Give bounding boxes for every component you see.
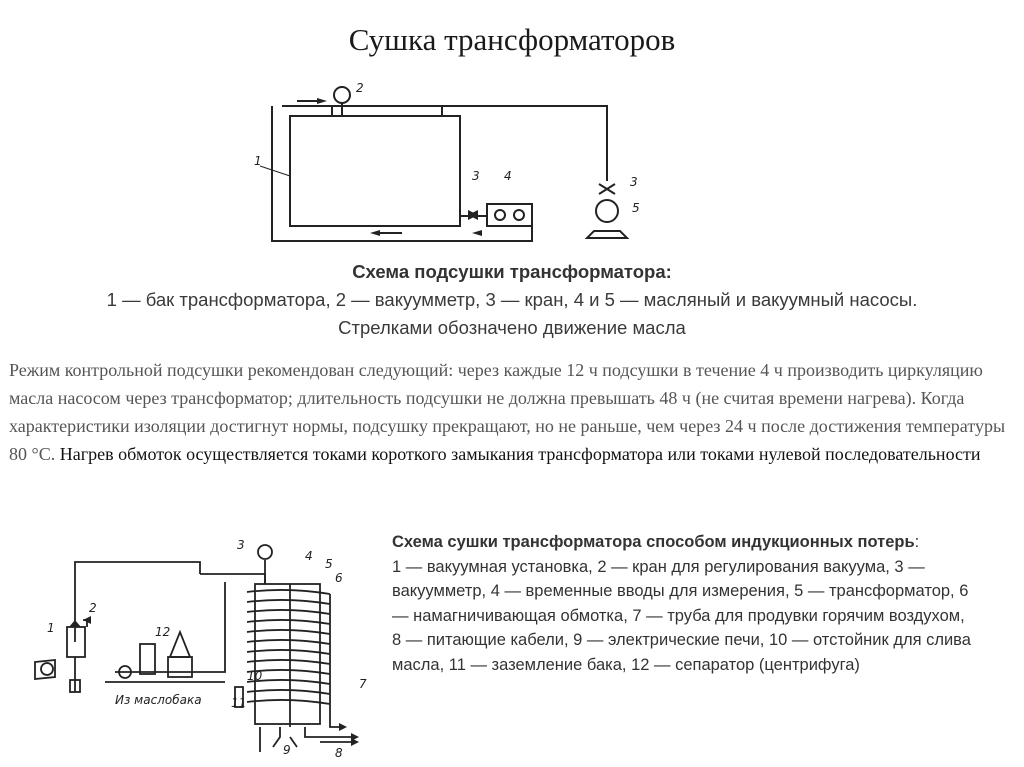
fig1-label-1: 1 <box>254 154 262 168</box>
fig2-pipe-label: Из маслобака <box>115 693 202 707</box>
fig2-label-10: 10 <box>247 669 263 683</box>
fig2-label-12: 12 <box>155 625 171 639</box>
fig1-label-3: 3 <box>472 169 480 183</box>
figure1-caption-line2: Стрелками обозначено движение масла <box>338 317 686 338</box>
fig1-label-3b: 3 <box>630 175 638 189</box>
fig1-label-2: 2 <box>356 81 364 95</box>
fig2-label-7: 7 <box>359 677 367 691</box>
figure1-caption-line1: 1 — бак трансформатора, 2 — вакуумметр, 3 — кран, 4 и 5 — масляный и вакуумный насосы. <box>106 289 918 310</box>
page-title: Сушка трансформаторов <box>348 22 676 57</box>
fig2-label-11: 11 <box>231 696 247 710</box>
fig1-label-4: 4 <box>504 169 512 183</box>
figure2-caption <box>392 530 977 677</box>
transformer-drying-diagram <box>232 76 662 251</box>
fig2-label-6: 6 <box>335 571 343 585</box>
fig2-label-9: 9 <box>283 743 291 757</box>
paragraph-part2: Нагрев обмоток осуществляется токами короткого замыкания трансформатора или токами нулевой последовательности <box>59 444 981 464</box>
figure1-caption <box>0 258 1024 342</box>
figure2-caption-body: 1 — вакуумная установка, 2 — кран для регулирования вакуума, 3 — вакуумметр, 4 — временные вводы для измерения, 5 — трансформатор, 6 — намагничивающая обмотка, 7 — труба для продувки горячим воздухом, 8 — питающие кабели, 9 — электрические печи, 10 — отстойник для слива масла, 11 — заземление бака, 12 — сепаратор (центрифуга) <box>392 557 971 674</box>
fig2-label-5: 5 <box>325 557 333 571</box>
figure1-caption-title: Схема подсушки трансформатора: <box>352 261 672 282</box>
figure2-caption-colon: : <box>914 533 920 551</box>
induction-drying-diagram <box>25 532 370 762</box>
paragraph-part1: Режим контрольной подсушки рекомендован следующий: через каждые 12 ч подсушки в течение 4 ч производить циркуляцию масла насосом через трансформатор; длительность подсушки не должна превышать 48 ч (не считая времени нагрева). Когда характеристики изоляции достигнут нормы, подсушку прекращают, но не раньше, чем через 24 ч после достижения температуры 80 °С. <box>9 360 1006 464</box>
figure2-caption-title: Схема сушки трансформатора способом индукционных потерь <box>392 533 915 551</box>
fig2-label-8: 8 <box>335 746 343 760</box>
fig2-label-1: 1 <box>47 621 55 635</box>
drying-mode-paragraph <box>9 356 1009 468</box>
fig2-label-4: 4 <box>305 549 313 563</box>
fig2-label-2: 2 <box>89 601 97 615</box>
fig2-label-3: 3 <box>237 538 245 552</box>
fig1-label-5: 5 <box>632 201 640 215</box>
